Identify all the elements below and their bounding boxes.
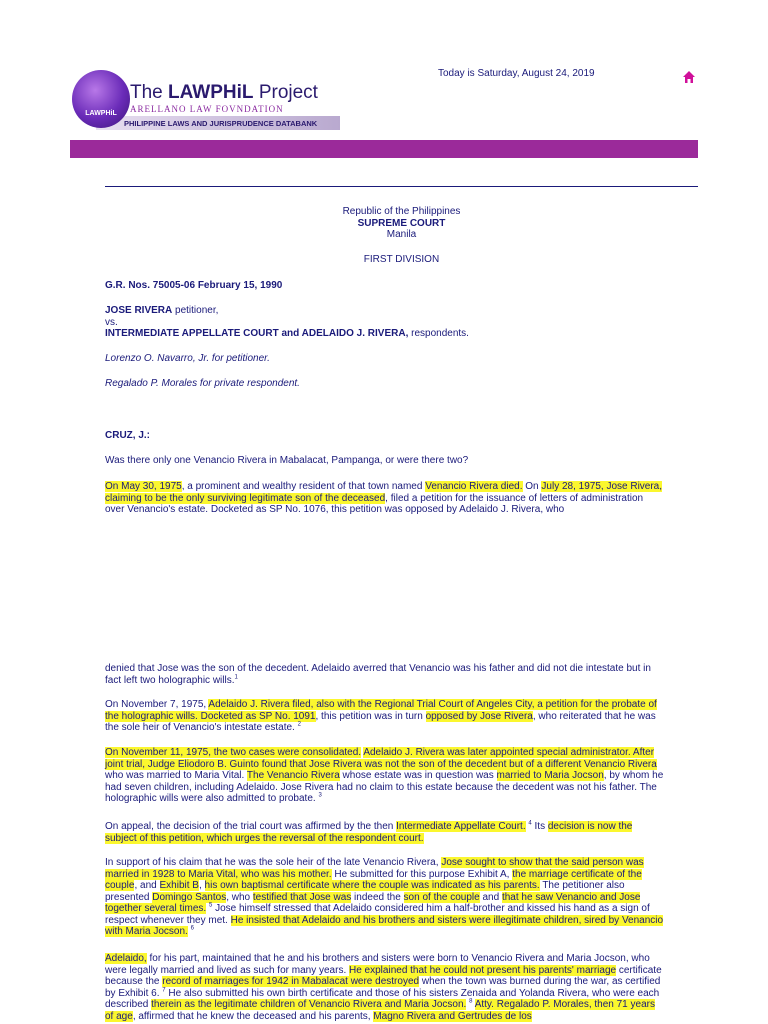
republic-line: Republic of the Philippines xyxy=(342,206,461,217)
hl-text: On November 11, 1975, the two cases were consolidated. xyxy=(105,747,362,758)
hl-text: Magno Rivera and Gertrudes de los xyxy=(373,1010,532,1022)
logo-title-suffix: Project xyxy=(258,82,318,103)
text: , affirmed that he knew the deceased and his parents, xyxy=(132,1010,374,1022)
counsel-petitioner: Lorenzo O. Navarro, Jr. for petitioner. xyxy=(105,353,270,364)
court-name: SUPREME COURT xyxy=(357,217,446,229)
gr-number: G.R. Nos. 75005-06 February 15, 1990 xyxy=(105,280,283,291)
text: who was married to Maria Vital. xyxy=(105,770,247,781)
text: , by whom he had seven children, including Adelaido. Jose Rivera had no claim to this estate because the decedent was not his father. The holographic wills were also admitted to probate. xyxy=(105,770,664,804)
hl-text: son of the couple xyxy=(403,891,480,903)
text: Jose himself stressed that Adelaido considered him a half-brother and kissed his hand as a sign of respect whenever they met. xyxy=(105,903,650,926)
paragraph-2 xyxy=(105,663,665,686)
logo-seal-text: LAWPHiL xyxy=(85,110,117,117)
text: indeed the xyxy=(351,891,404,903)
text: , xyxy=(198,880,205,891)
question-paragraph: Was there only one Venancio Rivera in Mabalacat, Pampanga, or were there two? xyxy=(105,455,469,466)
hl-text: Adelaido J. Rivera filed, also with the Regional Trial Court of Angeles City, a petition for the probate of the holographic wills. Docketed as SP No. 1091 xyxy=(105,699,657,722)
footnote-link[interactable]: 6 xyxy=(190,925,194,932)
text: On November 7, 1975, xyxy=(105,699,209,710)
text: , and xyxy=(134,880,160,891)
text: for his part, maintained that he and his brothers and sisters were born to Venancio Rivera and Maria Jocson, who were legally married and lived as such for many years. xyxy=(105,953,650,976)
paragraph-6 xyxy=(105,857,665,938)
footnote-link[interactable]: 2 xyxy=(297,721,301,728)
division: FIRST DIVISION xyxy=(363,254,440,265)
text: certificate because the xyxy=(105,964,662,987)
hl-text: record of marriages for 1942 in Mabalacat were destroyed xyxy=(162,976,420,987)
hl-text: Domingo Santos xyxy=(152,891,227,903)
text: In support of his claim that he was the sole heir of the late Venancio Rivera, xyxy=(105,857,442,868)
hl-text: July 28, 1975, Jose Rivera, claiming to be the only surviving legitimate son of the deceased xyxy=(105,481,663,504)
hl-text: Exhibit B xyxy=(159,880,199,891)
counsel-respondent: Regalado P. Morales for private respondent. xyxy=(105,378,300,389)
hl-text: Jose sought to show that the said person was married in 1928 to Maria Vital, who was his mother. xyxy=(105,857,644,880)
court-heading xyxy=(105,206,698,241)
text: On xyxy=(522,481,542,492)
respondents-role: respondents. xyxy=(408,328,469,339)
logo-foundation: ARELLANO LAW FOVNDATION xyxy=(130,104,284,114)
hl-text: He insisted that Adelaido and his brothers and sisters were illegitimate children, sired by Venancio with Maria Jocson. xyxy=(105,914,664,937)
petitioner-name: JOSE RIVERA xyxy=(105,305,173,316)
hl-text: Adelaido, xyxy=(105,953,147,964)
logo-title-prefix: The xyxy=(130,82,163,103)
paragraph-5 xyxy=(105,821,665,844)
logo-tagline: PHILIPPINE LAWS AND JURISPRUDENCE DATABANK xyxy=(124,119,318,128)
footnote-link[interactable]: 3 xyxy=(318,792,322,799)
petitioner-role: petitioner, xyxy=(172,305,219,316)
hl-text: On May 30, 1975 xyxy=(105,481,182,492)
hl-text: decision is now the subject of this petition, which urges the reversal of the respondent court. xyxy=(105,821,633,844)
footnote-link[interactable]: 1 xyxy=(234,674,238,681)
hl-text: Adelaido J. Rivera was later appointed special administrator. After joint trial, Judge Eliodoro B. Guinto found that Jose Rivera was not the son of the decedent but of a different Venancio Rivera xyxy=(105,747,657,770)
hl-text: The Venancio Rivera xyxy=(246,770,340,781)
hl-text: opposed by Jose Rivera xyxy=(425,710,533,722)
text: He submitted for this purpose Exhibit A, xyxy=(331,868,513,880)
versus: vs. xyxy=(105,316,118,328)
text: On appeal, the decision of the trial court was affirmed by the then xyxy=(105,821,397,832)
hl-text: therein as the legitimate children of Venancio Rivera and Maria Jocson. xyxy=(151,999,467,1010)
hl-text: 71 years of age xyxy=(105,999,655,1022)
text: , this petition was in turn xyxy=(315,710,426,722)
text: , a prominent and wealthy resident of that town named xyxy=(181,481,426,492)
text: The petitioner also presented xyxy=(105,880,625,903)
text: denied that Jose was the son of the decedent. Adelaido averred that Venancio was his father and did not die intestate but in fact left two holographic wills. xyxy=(105,663,651,686)
footnote-link[interactable]: 8 xyxy=(469,998,473,1005)
hl-text: He explained that he could not present his parents' marriage xyxy=(349,964,617,976)
hl-text: Atty. Regalado P. Morales, then xyxy=(474,999,617,1010)
hl-text: Venancio Rivera died. xyxy=(425,481,523,492)
footnote-link[interactable]: 7 xyxy=(162,987,166,994)
respondents-name: INTERMEDIATE APPELLATE COURT and ADELAIDO J. RIVERA, xyxy=(105,328,409,339)
text: Its xyxy=(531,821,548,832)
home-icon[interactable] xyxy=(682,70,696,84)
parties xyxy=(105,305,665,340)
logo-title[interactable] xyxy=(130,82,318,104)
logo-title-main: LAWPHiL xyxy=(168,82,254,103)
divider xyxy=(105,186,698,187)
text: and xyxy=(479,891,502,903)
today-date: Today is Saturday, August 24, 2019 xyxy=(438,68,595,79)
text: He also submitted his own birth certificate and those of his sisters Zenaida and Yolanda Rivera, who were each described xyxy=(105,987,660,1010)
hl-text: the marriage certificate of the couple xyxy=(105,868,642,891)
text: , who reiterated that he was the sole heir of Venancio's intestate estate. xyxy=(105,710,656,733)
text: , who xyxy=(226,891,253,903)
hl-text: married to Maria Jocson xyxy=(496,770,604,781)
ponente: CRUZ, J.: xyxy=(105,430,150,441)
hl-text: that he saw Venancio and Jose together several times. xyxy=(105,891,641,914)
purple-banner xyxy=(70,140,698,158)
paragraph-4 xyxy=(105,747,665,805)
court-city: Manila xyxy=(386,229,417,240)
text: when the town was burned during the war, as certified by Exhibit 6. xyxy=(105,976,661,999)
hl-text: testified that Jose was xyxy=(252,891,352,903)
paragraph-1 xyxy=(105,481,665,516)
hl-text: Intermediate Appellate Court. xyxy=(396,821,526,832)
text: , filed a petition for the issuance of letters of administration over Venancio's estate. Docketed as SP No. 1076, this petition was opposed by Adelaido J. Rivera, who xyxy=(105,492,644,515)
footnote-link[interactable]: 4 xyxy=(528,820,532,827)
paragraph-3 xyxy=(105,699,665,734)
footnote-link[interactable]: 5 xyxy=(208,902,213,909)
hl-text: his own baptismal certificate where the couple was indicated as his parents. xyxy=(204,880,540,891)
text: whose estate was in question was xyxy=(339,770,497,781)
paragraph-7 xyxy=(105,953,665,1022)
